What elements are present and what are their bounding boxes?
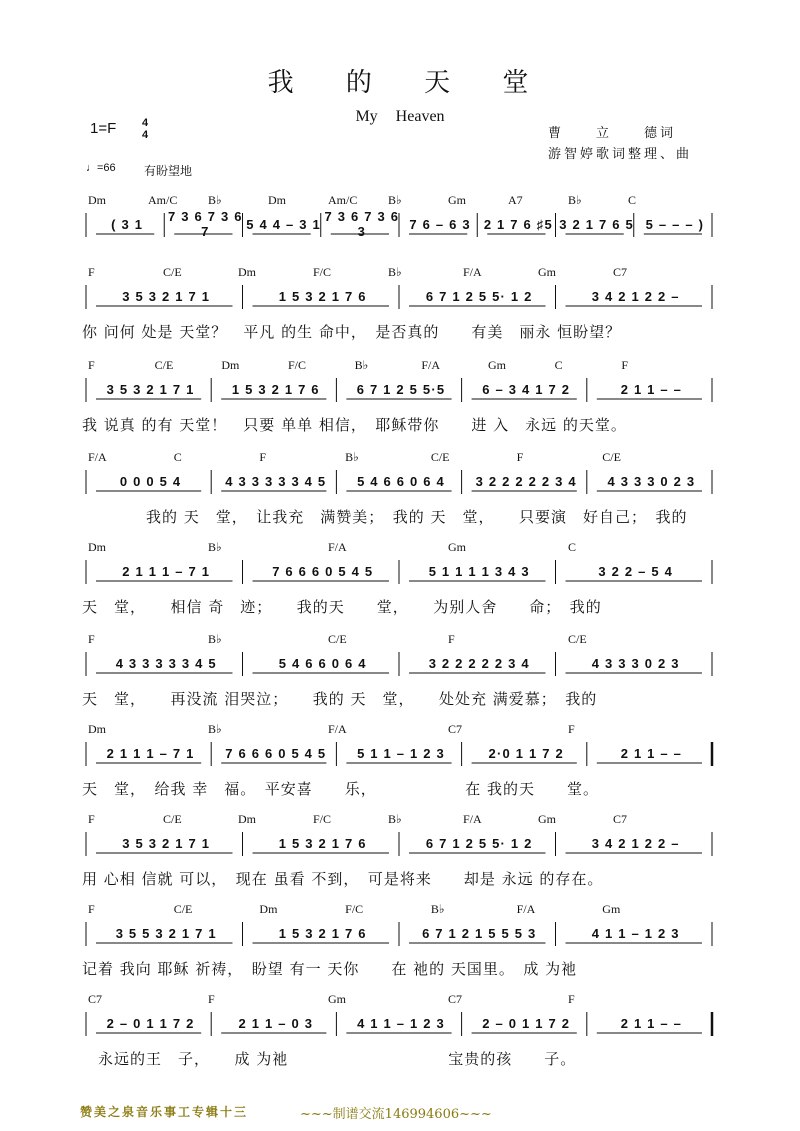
measure: 7 6 6 6 0 5 4 5 bbox=[272, 563, 374, 579]
measure: 2 – 0 1 1 7 2 bbox=[482, 1015, 571, 1031]
measure: 5 4 6 6 0 6 4 bbox=[278, 655, 367, 671]
chord-symbol: C/E bbox=[173, 902, 193, 916]
notation-row bbox=[80, 211, 720, 237]
chord-symbol: F bbox=[88, 902, 95, 916]
song-title: 我 的 天 堂 bbox=[267, 68, 551, 98]
chord-symbol: F bbox=[568, 992, 575, 1006]
chord-symbol: B♭ bbox=[388, 265, 402, 279]
chord-symbol: Dm bbox=[238, 265, 256, 279]
lyric-line: 天 堂， 相信 奇 迹； 我的天 堂， 为别人舍 命； 我的 bbox=[82, 598, 602, 616]
note-line bbox=[88, 742, 714, 764]
note-line bbox=[88, 652, 714, 674]
chord-symbol: B♭ bbox=[430, 902, 445, 916]
measure: 3 2 2 – 5 4 bbox=[598, 563, 674, 579]
measure: 2 1 1 – – bbox=[620, 381, 683, 397]
lyric-line: 我的 天 堂， 让我充 满赞美； 我的 天 堂， 只要演 好自己； 我的 bbox=[82, 508, 688, 526]
measure: 3 5 3 2 1 7 1 bbox=[106, 381, 195, 397]
footer-album: 赞美之泉音乐事工专辑十三 bbox=[80, 1105, 249, 1119]
chord-symbol: C/E bbox=[568, 632, 587, 646]
chord-symbol: F/C bbox=[313, 265, 332, 279]
chord-symbol: F bbox=[621, 358, 629, 372]
measure: 1 5 3 2 1 7 6 bbox=[278, 925, 367, 941]
chord-symbol: B♭ bbox=[345, 450, 359, 464]
measure: 3 2 2 2 2 2 3 4 bbox=[475, 473, 577, 489]
notation-row bbox=[80, 376, 720, 402]
chord-symbol: F/A bbox=[463, 265, 482, 279]
expression-marking: 有盼望地 bbox=[144, 164, 193, 178]
lyric-line: 用 心相 信就 可以， 现在 虽看 不到， 可是将来 却是 永远 的存在。 bbox=[82, 870, 604, 888]
chord-symbol: Dm bbox=[259, 902, 278, 916]
measure: 6 7 1 2 1 5 5 5 3 bbox=[422, 925, 537, 941]
chord-symbol: F/A bbox=[328, 722, 347, 736]
measure: ( 3 1 bbox=[111, 216, 144, 232]
measure: 7 3 6 7 3 6 3 bbox=[324, 209, 400, 239]
notation-row bbox=[80, 1010, 720, 1036]
chord-symbol: F/A bbox=[88, 450, 107, 464]
measure: 3 2 1 7 6 5 bbox=[559, 216, 634, 232]
chord-symbol: F bbox=[88, 812, 95, 826]
note-line bbox=[88, 378, 714, 400]
lyric-line: 记着 我向 耶稣 祈祷， 盼望 有一 天你 在 祂的 天国里。 成 为祂 bbox=[82, 960, 578, 978]
measure: 5 4 6 6 0 6 4 bbox=[357, 473, 445, 489]
notation-row bbox=[80, 920, 720, 946]
measure: 2·0 1 1 7 2 bbox=[488, 745, 564, 761]
measure: 1 5 3 2 1 7 6 bbox=[231, 381, 320, 397]
chord-symbol: Dm bbox=[88, 722, 106, 736]
note-line bbox=[88, 285, 714, 307]
chord-symbol: F bbox=[208, 992, 215, 1006]
chord-symbol: F bbox=[259, 450, 267, 464]
measure: 3 2 2 2 2 2 3 4 bbox=[428, 655, 530, 671]
chord-symbol: F bbox=[448, 632, 455, 646]
lyric-line: 永远的王 子， 成 为祂 宝贵的孩 子。 bbox=[82, 1050, 577, 1068]
chord-symbol: A7 bbox=[508, 193, 523, 207]
chord-symbol: Am/C bbox=[148, 193, 178, 207]
measure: 4 3 3 3 3 3 4 5 bbox=[225, 473, 327, 489]
chord-symbol: F/A bbox=[328, 540, 347, 554]
chord-symbol: F bbox=[88, 632, 95, 646]
chord-symbol: C7 bbox=[88, 992, 103, 1006]
chord-symbol: B♭ bbox=[388, 193, 402, 207]
footer-contact: ~~~制谱交流146994606~~~ bbox=[300, 1107, 492, 1122]
chord-symbol: F/A bbox=[516, 902, 536, 916]
chord-symbol: B♭ bbox=[208, 632, 222, 646]
time-signature-top: 4 bbox=[142, 117, 149, 129]
measure: 6 7 1 2 5 5·5 bbox=[356, 381, 446, 397]
chord-symbol: C7 bbox=[613, 265, 628, 279]
chord-symbol: Dm bbox=[268, 193, 286, 207]
chord-symbol: Dm bbox=[88, 193, 106, 207]
chord-symbol: C bbox=[554, 358, 563, 372]
lyric-line: 我 说真 的有 天堂！ 只要 单单 相信， 耶稣带你 进 入 永远 的天堂。 bbox=[82, 416, 627, 434]
measure: 5 1 1 1 1 3 4 3 bbox=[428, 563, 530, 579]
note-line bbox=[88, 209, 714, 239]
measure: 2 1 1 – – bbox=[620, 1015, 683, 1031]
song-subtitle: My Heaven bbox=[355, 108, 445, 125]
measure: 3 5 3 2 1 7 1 bbox=[122, 288, 211, 304]
measure: 6 – 3 4 1 7 2 bbox=[482, 381, 571, 397]
chord-symbol: Gm bbox=[448, 540, 466, 554]
chord-symbol: C bbox=[568, 540, 577, 554]
chord-symbol: Am/C bbox=[328, 193, 358, 207]
chord-symbol: F/A bbox=[421, 358, 441, 372]
chord-symbol: Gm bbox=[328, 992, 346, 1006]
measure: 4 1 1 – 1 2 3 bbox=[591, 925, 680, 941]
lyric-line: 天 堂， 给我 幸 福。 平安喜 乐， 在 我的天 堂。 bbox=[82, 780, 600, 798]
chord-symbol: B♭ bbox=[208, 540, 222, 554]
chord-symbol: F/C bbox=[313, 812, 332, 826]
chord-symbol: C/E bbox=[602, 450, 621, 464]
time-signature-bottom: 4 bbox=[142, 129, 149, 141]
measure: 6 7 1 2 5 5· 1 2 bbox=[425, 835, 533, 851]
notation-row bbox=[80, 283, 720, 309]
chord-symbol: C bbox=[628, 193, 637, 207]
lyric-line: 你 问何 处是 天堂？ 平凡 的生 命中， 是否真的 有美 丽永 恒盼望？ bbox=[82, 323, 622, 341]
chord-symbol: F/A bbox=[463, 812, 482, 826]
chord-symbol: C/E bbox=[430, 450, 450, 464]
chord-symbol: Dm bbox=[238, 812, 256, 826]
measure: 2 1 1 – 0 3 bbox=[238, 1015, 314, 1031]
measure: 1 5 3 2 1 7 6 bbox=[278, 288, 367, 304]
chord-symbol: C bbox=[173, 450, 182, 464]
chord-symbol: Gm bbox=[538, 812, 556, 826]
notation-row bbox=[80, 830, 720, 856]
measure: 4 3 3 3 0 2 3 bbox=[591, 655, 680, 671]
measure: 3 4 2 1 2 2 – bbox=[591, 288, 680, 304]
notation-row bbox=[80, 650, 720, 676]
chord-symbol: C7 bbox=[613, 812, 628, 826]
chord-symbol: B♭ bbox=[208, 722, 222, 736]
chord-symbol: Dm bbox=[221, 358, 240, 372]
tempo-marking: ♩=66 bbox=[86, 162, 116, 174]
chord-symbol: Gm bbox=[602, 902, 621, 916]
key-signature: 1=F bbox=[90, 120, 117, 137]
measure: 2 1 1 1 – 7 1 bbox=[106, 745, 195, 761]
measure: 4 3 3 3 3 3 4 5 bbox=[115, 655, 217, 671]
measure: 2 1 1 – – bbox=[620, 745, 683, 761]
chord-symbol: B♭ bbox=[568, 193, 582, 207]
measure: 6 7 1 2 5 5· 1 2 bbox=[425, 288, 533, 304]
chord-symbol: F bbox=[516, 450, 524, 464]
measure: 2 1 7 6 ♯5 bbox=[483, 216, 553, 232]
measure: 1 5 3 2 1 7 6 bbox=[278, 835, 367, 851]
measure: 2 1 1 1 – 7 1 bbox=[122, 563, 211, 579]
note-line bbox=[88, 1012, 714, 1034]
chord-symbol: Dm bbox=[88, 540, 106, 554]
chord-symbol: F bbox=[88, 358, 95, 372]
chord-symbol: C7 bbox=[448, 722, 463, 736]
notation-row bbox=[80, 740, 720, 766]
chord-symbol: Gm bbox=[488, 358, 506, 372]
measure: 7 6 6 6 0 5 4 5 bbox=[225, 745, 327, 761]
measure: 4 3 3 3 0 2 3 bbox=[607, 473, 696, 489]
chord-symbol: F/C bbox=[345, 902, 364, 916]
measure: 3 5 5 3 2 1 7 1 bbox=[115, 925, 217, 941]
arranger-credit: 游智婷歌词整理、曲 bbox=[548, 147, 693, 162]
chord-symbol: B♭ bbox=[388, 812, 402, 826]
chord-symbol: C/E bbox=[163, 265, 182, 279]
measure: 5 1 1 – 1 2 3 bbox=[357, 745, 445, 761]
notation-row bbox=[80, 468, 720, 494]
chord-symbol: C7 bbox=[448, 992, 463, 1006]
note-line bbox=[88, 470, 714, 492]
measure: 4 1 1 – 1 2 3 bbox=[357, 1015, 445, 1031]
chord-symbol: Gm bbox=[538, 265, 556, 279]
chord-symbol: C/E bbox=[163, 812, 182, 826]
measure: 2 – 0 1 1 7 2 bbox=[106, 1015, 195, 1031]
note-line bbox=[88, 832, 714, 854]
measure: 3 5 3 2 1 7 1 bbox=[122, 835, 211, 851]
measure: 5 4 4 – 3 1 bbox=[246, 216, 321, 232]
chord-symbol: F bbox=[568, 722, 575, 736]
chord-symbol: C/E bbox=[328, 632, 347, 646]
note-line bbox=[88, 922, 714, 944]
note-line bbox=[88, 560, 714, 582]
chord-symbol: Gm bbox=[448, 193, 466, 207]
chord-symbol: F bbox=[88, 265, 95, 279]
notation-row bbox=[80, 558, 720, 584]
lyricist-credit: 曹 立 德词 bbox=[548, 126, 677, 141]
measure: 0 0 0 5 4 bbox=[119, 473, 182, 489]
lyric-line: 天 堂， 再没流 泪哭泣； 我的 天 堂， 处处充 满爱慕； 我的 bbox=[82, 690, 598, 708]
chord-symbol: C/E bbox=[154, 358, 174, 372]
measure: 3 4 2 1 2 2 – bbox=[591, 835, 680, 851]
chord-symbol: B♭ bbox=[208, 193, 222, 207]
measure: 5 – – – ) bbox=[645, 216, 705, 232]
measure: 7 6 – 6 3 bbox=[409, 216, 471, 232]
chord-symbol: B♭ bbox=[354, 358, 369, 372]
chord-symbol: F/C bbox=[288, 358, 307, 372]
measure: 7 3 6 7 3 6 7 bbox=[168, 209, 243, 239]
